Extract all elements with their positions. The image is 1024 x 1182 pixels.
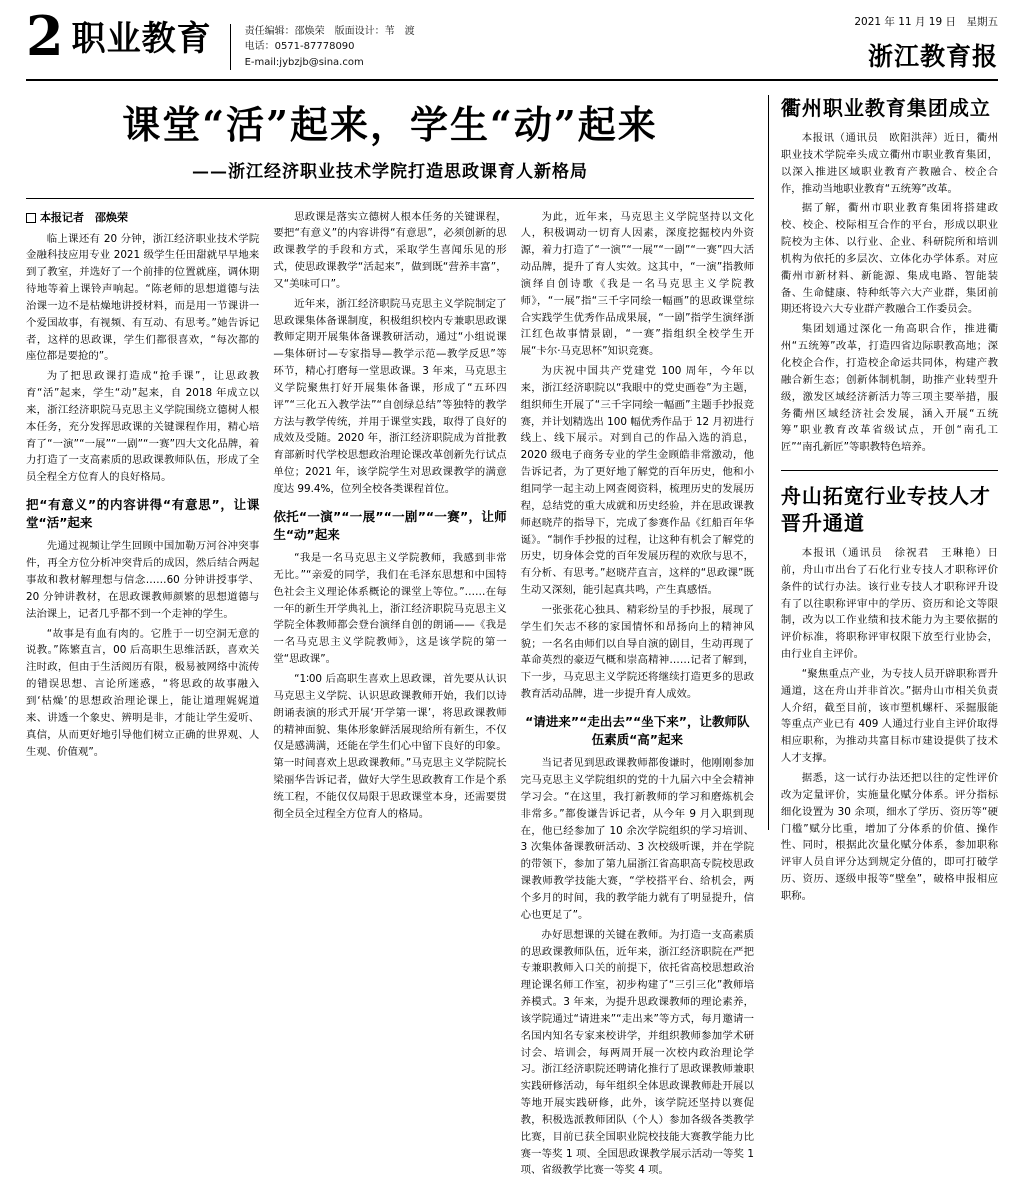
byline-text: 本报记者 邵焕荣 bbox=[40, 211, 128, 224]
paragraph: 为此，近年来，马克思主义学院坚持以文化人，积极调动一切育人因素，深度挖掘校内外资源，着力打造了“一演”“一展”“一剧”“一赛”四大活动品牌，提升了育人实效。这其中，“一演”指教师演绎自创诗歌《我是一名马克思主义学院教师》，“一展”指“三千字同绘一幅画”的思政课堂综合实践学生优秀作品成果展，“一剧”指学生演绎浙江红色故事情景剧，“一赛”指组织全校学生开展“卡尔·马克思杯”知识竞赛。 bbox=[521, 209, 754, 361]
feature-headline: 课堂“活”起来，学生“动”起来 bbox=[26, 101, 754, 149]
side-story-1-title: 衢州职业教育集团成立 bbox=[781, 95, 998, 122]
paragraph: 临上课还有 20 分钟，浙江经济职业技术学院金融科技应用专业 2021 级学生任田甜就早早地来到了教室，并选好了一个前排的位置就座，调休期待地等着上课铃声响起。“陈老师的思想道德与法治课一边不是枯燥地讲授材料，而是用一节课讲一个爱国故事，有视频、有互动、有思考。”她告诉记者，这样的思政课，学生们都很喜欢，“每次都的座位都是要抢的”。 bbox=[26, 231, 259, 366]
feature-column-2 bbox=[273, 209, 506, 1182]
paragraph: “1∶00 后高职生喜欢上思政课，首先要从认识马克思主义学院、认识思政课教师开始，我们以诗朗诵表演的形式开展‘开学第一课’，将思政课教师的精神面貌、集体形象鲜活展现给所有新生，不仅仅是感满满，还能在学生们心中留下良好的印象。第一时间喜欢上思政课教师。”马克思主义学院院长梁丽华告诉记者，做好大学生思政教育工作是个系统工程，不能仅仅局限于思政课堂本身，还需要贯彻全员全过程全方位育人的格局。 bbox=[273, 671, 506, 823]
paragraph: 据悉，这一试行办法还把以往的定性评价改为定量评价，实施量化赋分体系。评分指标细化设置为 30 余项，细水了学历、资历等“硬门槛”赋分比重，增加了分体系的价值、操作性、同时，根据此次量化赋分体系，参加职称评审人员自评分达到规定分值的，即可打破学历、资历、逐级申报等“壁垒”，破格申报相应职称。 bbox=[781, 770, 998, 905]
masthead-right bbox=[854, 14, 998, 73]
byline-box-icon bbox=[26, 213, 36, 223]
feature-headline-area bbox=[26, 95, 754, 186]
feature-article bbox=[26, 95, 768, 830]
byline bbox=[26, 209, 259, 225]
paragraph: 本报讯（通讯员 欧阳洪萍）近日，衢州职业技术学院牵头成立衢州市职业教育集团，以深入推进区域职业教育产教融合、校企合作，推动当地职业教育“五统筹”改革。 bbox=[781, 130, 998, 197]
paragraph: “故事是有血有肉的。它胜于一切空洞无意的说教。”陈繁直言，00 后高职生思维活跃，喜欢关注时政，但由于生活阅历有限，极易被网络中流传的错误思想、言论所迷惑，“将思政的故事融入到‘枯燥’的思想政治理论课上，能让道理娓娓道来、讲透一个象史、辨明是非，才能让学生爱听、真信，从而更好地引导他们树立正确的世界观、人生观、价值观”。 bbox=[26, 626, 259, 761]
masthead-contact bbox=[230, 24, 415, 71]
feature-column-3 bbox=[521, 209, 754, 1182]
paragraph: “聚焦重点产业，为专技人员开辟职称晋升通道，这在舟山并非首次。”据舟山市相关负责人介绍，截至目前，该市塑机螺杆、采掘服能等重点产业已有 409 人通过行业自主评价取得相应职称，为推动共富目标市建设提供了技术人才支撑。 bbox=[781, 666, 998, 767]
subsection-heading: “请进来”“走出去”“坐下来”，让教师队伍素质“高”起来 bbox=[521, 713, 754, 749]
headline-rule bbox=[26, 198, 754, 199]
side-story-2-title: 舟山拓宽行业专技人才晋升通道 bbox=[781, 483, 998, 537]
page-number: 2 bbox=[26, 14, 64, 60]
vertical-divider bbox=[768, 95, 769, 830]
masthead-left bbox=[26, 14, 212, 60]
feature-columns bbox=[26, 209, 754, 1182]
paragraph: 思政课是落实立德树人根本任务的关键课程，要把“有意义”的内容讲得“有意思”，必须创新的思政课教学的手段和方式，采取学生喜闻乐见的形式，使思政课教学“活起来”，做到既“营养丰富”，又“美味可口”。 bbox=[273, 209, 506, 293]
subsection-heading: 依托“一演”“一展”“一剧”“一赛”，让师生“动”起来 bbox=[273, 508, 506, 544]
side-story-1 bbox=[781, 95, 998, 456]
paragraph: “我是一名马克思主义学院教师，我感到非常无比。”“亲爱的同学，我们在毛泽东思想和中国特色社会主义理论体系概论的课堂上等位。”……在每一年的新生开学典礼上，浙江经济职院马克思主义学院全体教师都会登台演绎自创的朗诵——《我是一名马克思主义学院教师》，这是该学院的第一堂“思政课”。 bbox=[273, 550, 506, 668]
paragraph: 当记者见到思政课教师都俊谦时，他刚刚参加完马克思主义学院组织的党的十九届六中全会精神学习会。“在这里，我打新教师的学习和磨炼机会非常多。”都俊谦告诉记者，从今年 9 月入职到现在，他已经参加了 10 余次学院组织的学习培训、3 次集体备课教研活动、3 次校级听课，并在学院的带领下，参加了第九届浙江省高职高专院校思政课教师教学技能大赛，“学校搭平台、给机会，两个多月的时间，我的教学能力就有了明显提升，信心也更足了”。 bbox=[521, 755, 754, 923]
paragraph: 据了解，衢州市职业教育集团将搭建政校、校企、校际相互合作的平台，形成以职业院校为主体、以行业、企业、科研院所和培训机构为依托的多层次、立体化办学体系。对应衢州市新材料、新能源、集成电路、智能装备、生命健康、特种纸等六大产业群，集团前期还将设六大专业群产教融合工作委员会。 bbox=[781, 200, 998, 318]
side-story-2 bbox=[781, 483, 998, 905]
feature-column-1 bbox=[26, 209, 259, 1182]
paragraph: 本报讯（通讯员 徐祝君 王琳艳）日前，舟山市出台了石化行业专技人才职称评价条件的试行办法。该行业专技人才职称评升设有了以往职称评审中的学历、资历和论文等限制，改为以工作业绩和技术能力为主要依据的评价标准，将职称评审权限下放至行业协会，由行业自主评价。 bbox=[781, 545, 998, 663]
publication-date: 2021 年 11 月 19 日 星期五 bbox=[854, 14, 998, 29]
editor-line: 责任编辑：邵焕荣 版面设计：苇 渡 bbox=[245, 24, 415, 40]
paragraph: 先通过视频让学生回顾中国加勒万河谷冲突事件，再全方位分析冲突背后的成因，然后结合两起事故和教材解理想与信念……60 分钟讲授事学、20 分钟讲教材，在思政课教师颜繁的思想道德与法治课上，记者几乎都不到一个走神的学生。 bbox=[26, 538, 259, 622]
side-divider bbox=[781, 470, 998, 471]
paper-logo: 浙江教育报 bbox=[854, 37, 998, 73]
masthead bbox=[26, 14, 998, 81]
paragraph: 为了把思政课打造成“抢手课”，让思政教育“活”起来，学生“动”起来，自 2018 年成立以来，浙江经济职院马克思主义学院围绕立德树人根本任务，充分发挥思政课的关键课程作用，精心培育了“一演”“一展”“一剧”“一赛”四大文化品牌，着力打造了一支高素质的思政课教师队伍，形成了全员全程全方位育人的良好格局。 bbox=[26, 368, 259, 486]
paragraph: 近年来，浙江经济职院马克思主义学院制定了思政课集体备课制度，积极组织校内专兼职思政课教师定期开展集体备课教研活动，通过“小组说课—集体研讨—专家指导—教学示范—教学反思”等环节，精心打磨每一堂思政课。3 年来，马克思主义学院聚焦打好开展集体备课，形成了“五环四评”“三化五入教学法”“自创绿总结”等独特的教学方法与教学传统，并用于课堂实践，取得了良好的成效及受随。2020 年，浙江经济职院成为首批教育部新时代学校思想政治理论课改革创新先行试点单位；2021 年，该学院学生对思政课教学的满意度达 99.4%，位列全校各类课程首位。 bbox=[273, 296, 506, 498]
paragraph: 集团划通过深化一角高职合作，推进衢州“五统筹”改革，打造四省边际职教高地；深化校企合作，打造校企命运共同体，构建产教融合新生态；创新体制机制，助推产业转型升级，激发区域经济新活力等三项主要举措，服务衢州区域经济社会发展，涵入开展“五统筹”职业教育改革省级试点，开创“南孔工匠”“南孔新匠”等职教特色培养。 bbox=[781, 321, 998, 456]
section-title: 职业教育 bbox=[72, 22, 212, 56]
phone-line: 电话：0571-87778090 bbox=[245, 39, 415, 55]
feature-subheadline: ——浙江经济职业技术学院打造思政课育人新格局 bbox=[26, 157, 754, 182]
paragraph: 为庆祝中国共产党建党 100 周年，今年以来，浙江经济职院以“我眼中的党史画卷”为主题，组织师生开展了“三千字同绘一幅画”主题手抄报竞赛，并计划精选出 100 幅优秀作品于 12 月初进行线上、线下展示。对到自己的作品入选的消息，2020 级电子商务专业的学生金顾皓非常激动，他告诉记者，为了更好地了解党的百年历史，他和小组同学一起主动上网查阅资料，梳理历史的发展历程，总结党的重大成就和历史经验，并在思政课教师赵晓芹的指导下，完成了参赛作品《红船百年华诞》。“制作手抄报的过程，让这种有机会了解党的历史，切身体会党的百年发展历程的欢欣与思不，有分析、有思考。”赵晓芹直言，这样的“思政课”既生动又深刻，能引起真共鸣，产生真感悟。 bbox=[521, 363, 754, 599]
page-content bbox=[26, 95, 998, 830]
subsection-heading: 把“有意义”的内容讲得“有意思”，让课堂“活”起来 bbox=[26, 496, 259, 532]
email-line: E-mail:jybzjb@sina.com bbox=[245, 55, 415, 71]
side-stories bbox=[781, 95, 998, 830]
paragraph: 一张张花心独具、精彩纷呈的手抄报，展现了学生们矢志不移的家国情怀和昂扬向上的精神风貌；一名名由师们以自导自演的剧目，生动再现了革命英烈的豪迈气概和崇高精神……记者了解到，下一步，马克思主义学院还将继续打造更多的思政教育活动品牌，进一步提升育人成效。 bbox=[521, 602, 754, 703]
paragraph: 办好思想课的关键在教师。为打造一支高素质的思政课教师队伍，近年来，浙江经济职院在严把专兼职教师入口关的前提下，依托省高校思想政治理论课名师工作室，初步构建了“三引三化”教师培养模式。3 年来，为提升思政课教师的理论素养，该学院通过“请进来”“走出来”等方式，每月邀请一名国内知名专家来校讲学，并组织教师参加学术研讨会、培训会，每两周开展一次校内政治理论学习。浙江经济职院还聘请化推行了思政课教师兼职实践研修活动，每年组织全体思政课教师赴开展以等地开展实践研修，此外，该学院还坚持以赛促教，积极选派教师团队（个人）参加各级各类教学比赛，目前已获全国职业院校技能大赛教学能力比赛一等奖 1 项、全国思政课教学展示活动一等奖 1 项、省级教学比赛一等奖 4 项。 bbox=[521, 927, 754, 1180]
